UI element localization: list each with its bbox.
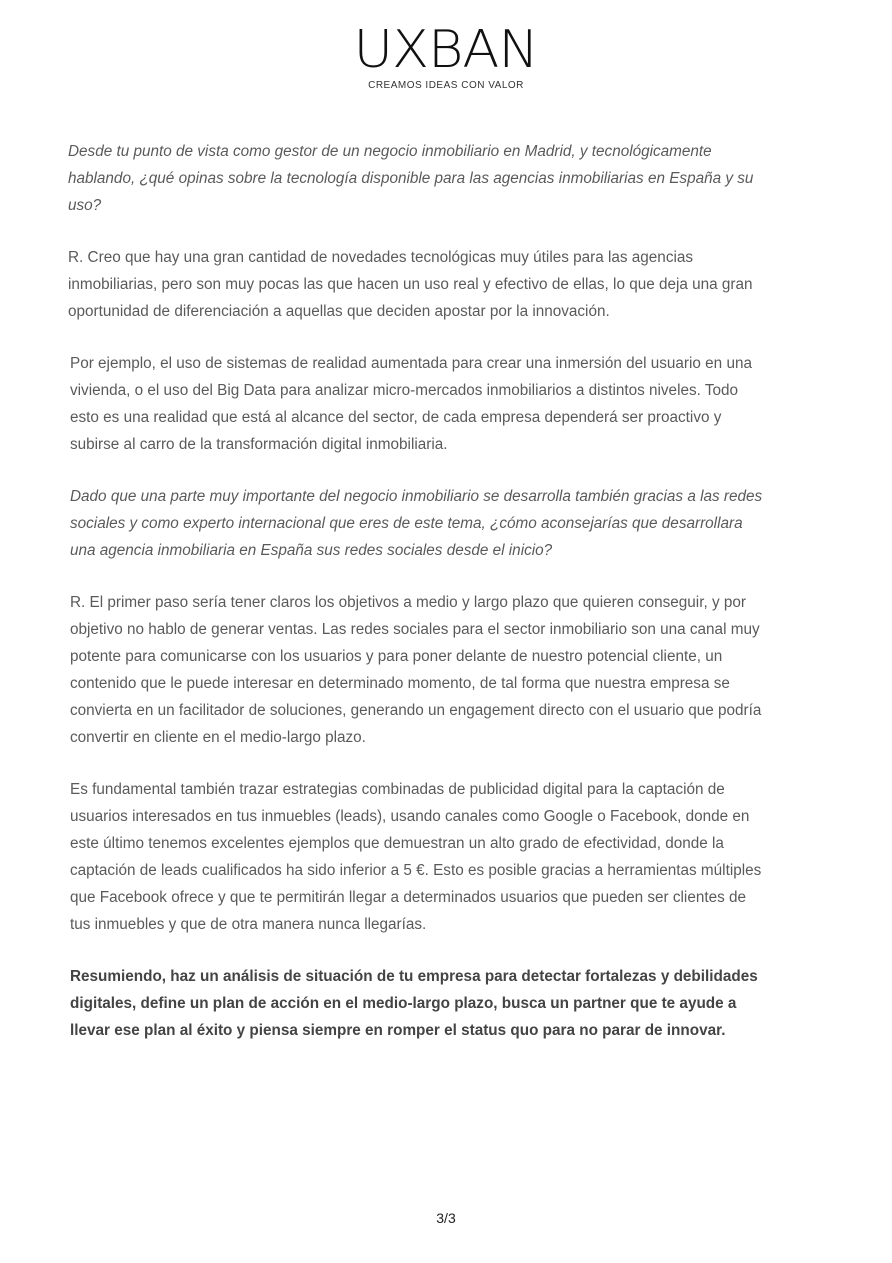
uxban-logo: UXBAN — [353, 20, 539, 80]
answer-paragraph-3: R. El primer paso sería tener claros los objetivos a medio y largo plazo que quieren conseguir, y por objetivo no hablo de generar ventas. Las redes sociales para el sector inmobiliario son una canal muy potente para comunicarse con los usuarios y para poner delante de nuestro potencial cliente, un contenido que le puede interesar en determinado momento, de tal forma que nuestra empresa se convierta en un facilitador de soluciones, generando un engagement directo con el usuario que podría convertir en cliente en el medio-largo plazo. — [70, 594, 762, 746]
logo-tagline: CREAMOS IDEAS CON VALOR — [368, 80, 524, 91]
answer-paragraph-2: Por ejemplo, el uso de sistemas de realidad aumentada para crear una inmersión del usuario en una vivienda, o el uso del Big Data para analizar micro-mercados inmobiliarios a distintos niveles. Todo esto es una realidad que está al alcance del sector, de cada empresa dependerá ser proactivo y subirse al carro de la transformación digital inmobiliaria. — [70, 355, 752, 453]
document-body — [68, 138, 768, 1069]
question-paragraph-2: Dado que una parte muy importante del negocio inmobiliario se desarrolla también gracias a las redes sociales y como experto internacional que eres de este tema, ¿cómo aconsejarías que desarrollara una agencia inmobiliaria en España sus redes sociales desde el inicio? — [70, 488, 763, 559]
answer-paragraph-1: R. Creo que hay una gran cantidad de novedades tecnológicas muy útiles para las agencias inmobiliarias, pero son muy pocas las que hacen un uso real y efectivo de ellas, lo que deja una gran oportunidad de diferenciación a aquellas que deciden apostar por la innovación. — [68, 249, 753, 320]
question-paragraph-1: Desde tu punto de vista como gestor de un negocio inmobiliario en Madrid, y tecnológicamente hablando, ¿qué opinas sobre la tecnología disponible para las agencias inmobiliarias en España y su uso? — [68, 143, 754, 214]
summary-paragraph: Resumiendo, haz un análisis de situación de tu empresa para detectar fortalezas y debilidades digitales, define un plan de acción en el medio-largo plazo, busca un partner que te ayude a llevar ese plan al éxito y piensa siempre en romper el status quo para no parar de innovar. — [70, 968, 758, 1039]
page-header — [0, 20, 892, 91]
answer-paragraph-4: Es fundamental también trazar estrategias combinadas de publicidad digital para la captación de usuarios interesados en tus inmuebles (leads), usando canales como Google o Facebook, donde en este último tenemos excelentes ejemplos que demuestran un alto grado de efectividad, donde la captación de leads cualificados ha sido inferior a 5 €. Esto es posible gracias a herramientas múltiples que Facebook ofrece y que te permitirán llegar a determinados usuarios que pueden ser clientes de tus inmuebles y que de otra manera nunca llegarías. — [70, 781, 762, 933]
page-number: 3/3 — [436, 1210, 456, 1226]
